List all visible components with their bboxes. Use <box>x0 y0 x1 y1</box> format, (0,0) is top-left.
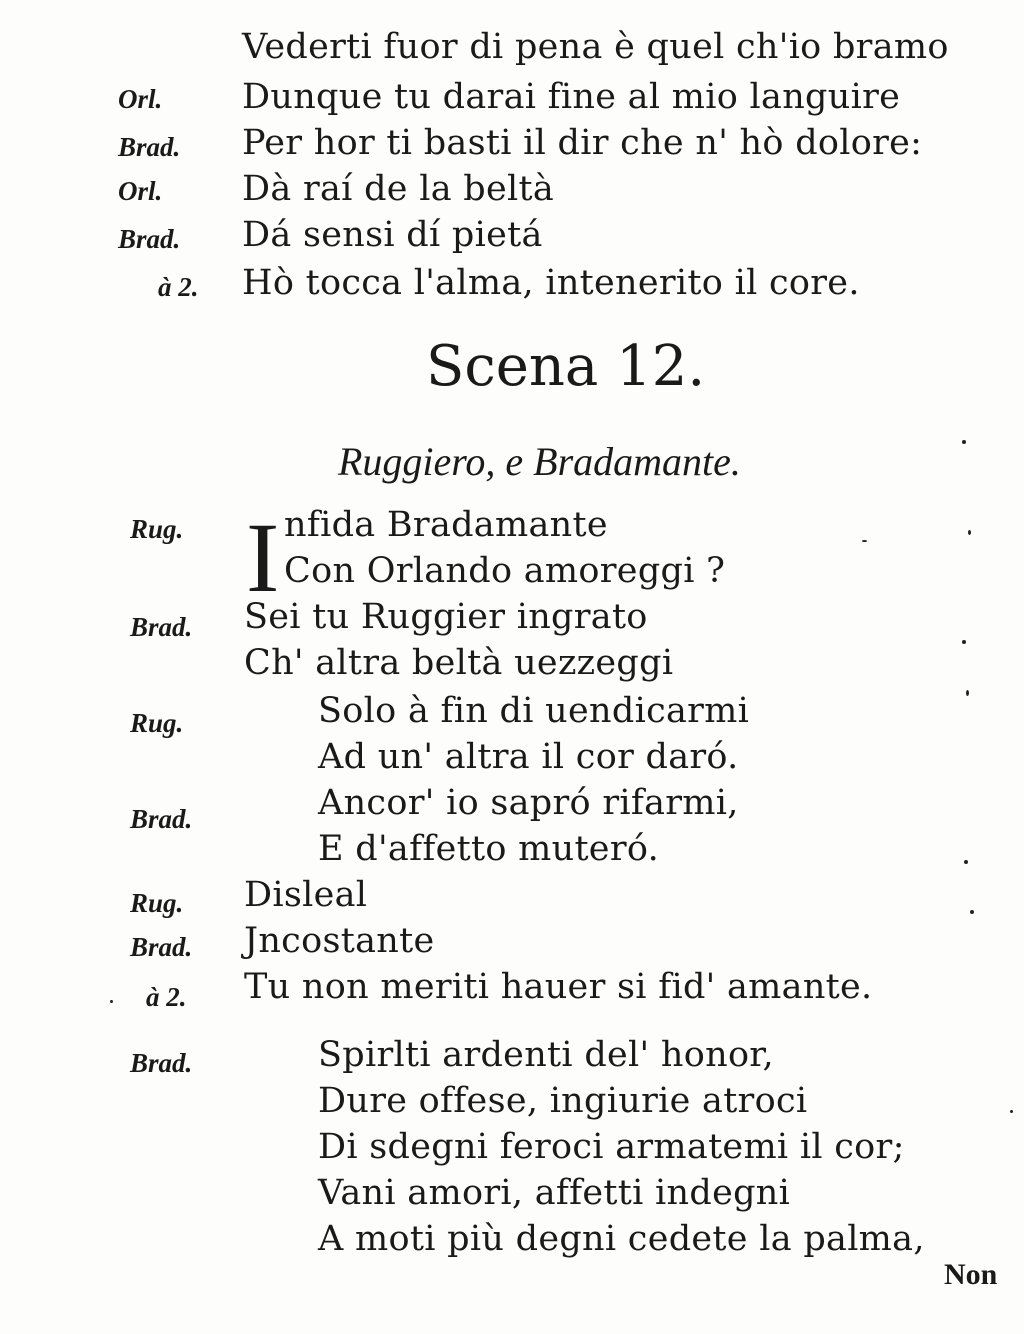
speaker-label: à 2. <box>146 982 187 1012</box>
speaker-label: Brad. <box>130 1048 193 1078</box>
speaker-label: Brad. <box>130 932 193 962</box>
verse-line: Dà raí de la beltà <box>242 169 555 209</box>
aria-line: Vani amori, affetti indegni <box>318 1173 791 1213</box>
print-speck <box>962 440 966 444</box>
print-speck <box>962 640 966 644</box>
verse-line: nfida Bradamante <box>284 505 608 545</box>
scene-characters: Ruggiero, e Bradamante. <box>338 439 741 484</box>
print-speck <box>862 540 867 542</box>
verse-line: E d'affetto muteró. <box>318 829 660 869</box>
speaker-label: Brad. <box>130 612 193 642</box>
print-speck <box>964 860 968 864</box>
print-speck <box>966 690 969 696</box>
verse-line: Hò tocca l'alma, intenerito il core. <box>242 263 860 303</box>
scene-heading: Scena 12. <box>426 334 706 399</box>
aria-line: A moti più degni cedete la palma, <box>318 1219 925 1259</box>
catchword: Non <box>944 1258 998 1291</box>
verse-line: Disleal <box>244 875 368 915</box>
aria-line: Spirlti ardenti del' honor, <box>318 1035 774 1075</box>
drop-cap: I <box>246 502 280 613</box>
aria-line: Dure offese, ingiurie atroci <box>318 1081 808 1121</box>
speaker-label: Rug. <box>130 514 184 544</box>
speaker-label: Rug. <box>130 708 184 738</box>
verse-line: Dá sensi dí pietá <box>242 215 543 255</box>
print-speck <box>968 530 971 535</box>
verse-line: Jncostante <box>244 921 435 961</box>
verse-line: Per hor ti basti il dir che n' hò dolore: <box>242 123 923 163</box>
verse-line: Sei tu Ruggier ingrato <box>244 597 648 637</box>
verse-line: Ancor' io sapró rifarmi, <box>318 783 739 823</box>
verse-line: Ch' altra beltà uezzeggi <box>244 643 674 683</box>
speaker-label: Rug. <box>130 888 184 918</box>
print-speck <box>970 910 974 914</box>
verse-line: Dunque tu darai fine al mio languire <box>242 77 901 117</box>
speaker-label: Brad. <box>130 804 193 834</box>
speaker-label: à 2. <box>158 272 199 302</box>
verse-line: Vederti fuor di pena è quel ch'io bramo <box>242 27 949 67</box>
print-speck <box>110 1000 113 1003</box>
print-speck <box>1010 1110 1013 1113</box>
verse-line: Con Orlando amoreggi ? <box>284 551 726 591</box>
speaker-label: Orl. <box>118 176 163 206</box>
speaker-label: Brad. <box>118 132 181 162</box>
verse-line: Tu non meriti hauer si fid' amante. <box>244 967 873 1007</box>
aria-line: Di sdegni feroci armatemi il cor; <box>318 1127 905 1167</box>
verse-line: Solo à fin di uendicarmi <box>318 691 750 731</box>
speaker-label: Brad. <box>118 224 181 254</box>
verse-line: Ad un' altra il cor daró. <box>318 737 739 777</box>
speaker-label: Orl. <box>118 84 163 114</box>
